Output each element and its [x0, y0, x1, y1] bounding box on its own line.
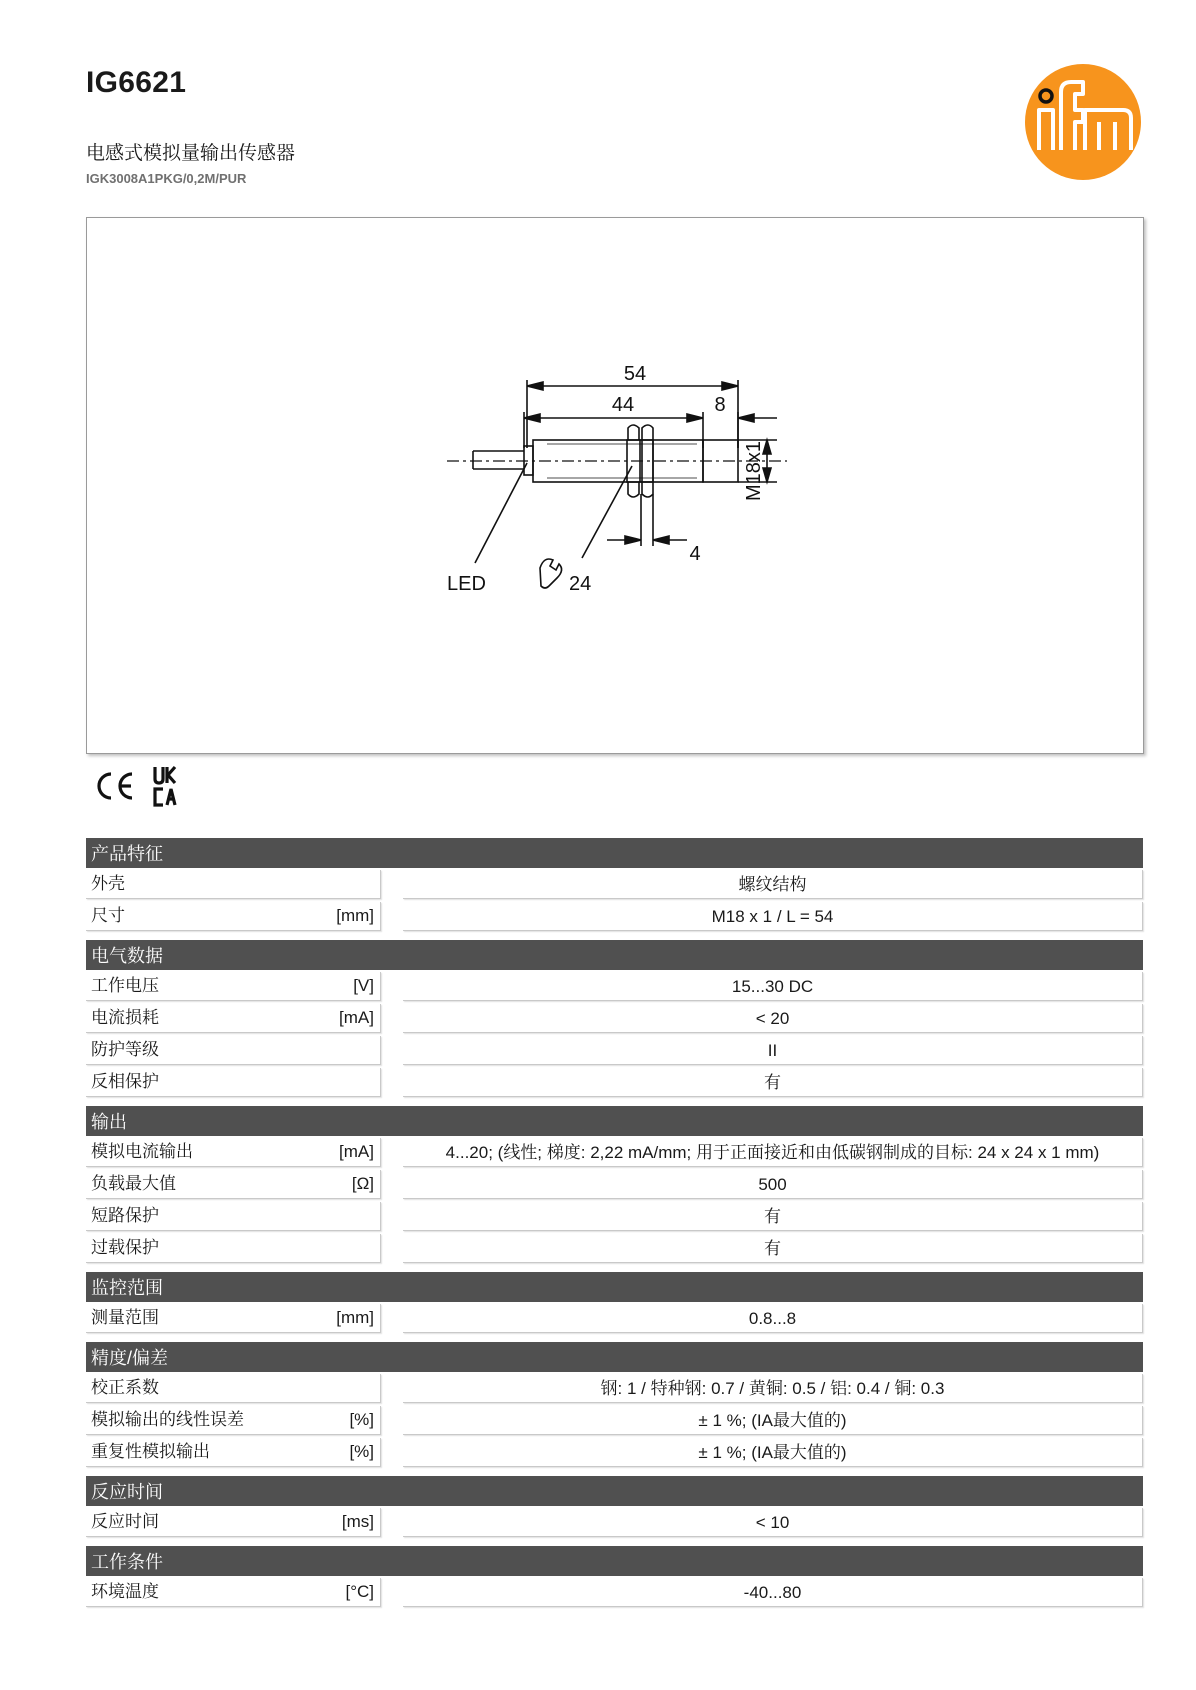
spec-unit: [V] — [353, 976, 374, 995]
spec-value: 钢: 1 / 特种钢: 0.7 / 黄铜: 0.5 / 铝: 0.4 / 铜: 0.3 — [403, 1374, 1143, 1403]
spec-unit: [mA] — [339, 1008, 374, 1027]
spec-row — [86, 972, 1143, 1002]
section-header: 反应时间 — [86, 1476, 1143, 1506]
spec-label: 外壳 — [91, 874, 125, 893]
spec-label-cell — [86, 1036, 381, 1065]
section-header: 监控范围 — [86, 1272, 1143, 1302]
spec-row — [86, 1068, 1143, 1098]
ce-mark — [99, 774, 132, 798]
product-model: IG6621 — [86, 66, 187, 99]
spec-label: 模拟输出的线性误差 — [91, 1410, 244, 1429]
spec-row — [86, 1004, 1143, 1034]
spec-unit: [°C] — [345, 1582, 374, 1601]
spec-row — [86, 1578, 1143, 1608]
ukca-mark — [155, 767, 175, 805]
spec-label: 测量范围 — [91, 1308, 159, 1327]
spec-value: 有 — [403, 1234, 1143, 1263]
spec-label-cell — [86, 972, 381, 1001]
dim-54-label: 54 — [623, 363, 647, 385]
spec-label: 电流损耗 — [91, 1008, 159, 1027]
spec-table — [86, 838, 1143, 1610]
spec-label-cell — [86, 1234, 381, 1263]
thread-label: M18x1 — [743, 440, 765, 501]
spec-label: 尺寸 — [91, 906, 125, 925]
spec-label: 反应时间 — [91, 1512, 159, 1531]
spec-row — [86, 1234, 1143, 1264]
spec-label: 过载保护 — [91, 1238, 159, 1257]
spec-unit: [mm] — [336, 1308, 374, 1327]
spec-value: 500 — [403, 1170, 1143, 1199]
spec-unit: [ms] — [341, 1512, 374, 1531]
spec-row — [86, 870, 1143, 900]
spec-label-cell — [86, 1438, 381, 1467]
spec-value: < 10 — [403, 1508, 1143, 1537]
spec-label-cell — [86, 1004, 381, 1033]
spec-value: M18 x 1 / L = 54 — [403, 902, 1143, 931]
spec-value: -40...80 — [403, 1578, 1143, 1607]
section-header: 输出 — [86, 1106, 1143, 1136]
spec-value: 有 — [403, 1202, 1143, 1231]
spec-row — [86, 1374, 1143, 1404]
spec-row — [86, 1508, 1143, 1538]
spec-row — [86, 1438, 1143, 1468]
spec-value: 有 — [403, 1068, 1143, 1097]
section-header: 工作条件 — [86, 1546, 1143, 1576]
spec-value: 4...20; (线性; 梯度: 2,22 mA/mm; 用于正面接近和由低碳钢制成的目标: 24 x 24 x 1 mm) — [403, 1138, 1143, 1167]
spec-unit: [mA] — [339, 1142, 374, 1161]
spec-label: 反相保护 — [91, 1072, 159, 1091]
spec-label-cell — [86, 902, 381, 931]
product-subtitle: 电感式模拟量输出传感器 — [86, 143, 296, 164]
spec-label-cell — [86, 1508, 381, 1537]
spec-label-cell — [86, 1304, 381, 1333]
dim-8-label: 8 — [714, 394, 726, 416]
led-label: LED — [447, 573, 486, 595]
spec-label: 短路保护 — [91, 1206, 159, 1225]
spec-label-cell — [86, 1578, 381, 1607]
certification-marks — [92, 764, 202, 808]
spec-row — [86, 902, 1143, 932]
spec-label-cell — [86, 1374, 381, 1403]
spec-label: 环境温度 — [91, 1582, 159, 1601]
spec-label-cell — [86, 1202, 381, 1231]
spec-label-cell — [86, 1138, 381, 1167]
spec-row — [86, 1202, 1143, 1232]
article-number: IGK3008A1PKG/0,2M/PUR — [86, 171, 247, 186]
spec-label: 负载最大值 — [91, 1174, 176, 1193]
spec-value: < 20 — [403, 1004, 1143, 1033]
spec-label-cell — [86, 870, 381, 899]
sensor-drawing — [87, 218, 1143, 753]
wrench-size-label: 24 — [569, 573, 592, 595]
spec-unit: [%] — [349, 1442, 374, 1461]
spec-row — [86, 1304, 1143, 1334]
spec-row — [86, 1406, 1143, 1436]
spec-label-cell — [86, 1068, 381, 1097]
ifm-logo — [1023, 62, 1143, 182]
section-header: 精度/偏差 — [86, 1342, 1143, 1372]
spec-row — [86, 1138, 1143, 1168]
spec-value: ± 1 %; (IA最大值的) — [403, 1438, 1143, 1467]
dimension-drawing — [86, 217, 1144, 754]
dim-44-label: 44 — [611, 394, 635, 416]
spec-label: 防护等级 — [91, 1040, 159, 1059]
spec-unit: [Ω] — [351, 1174, 374, 1193]
spec-label: 校正系数 — [91, 1378, 159, 1397]
spec-label-cell — [86, 1170, 381, 1199]
section-header: 电气数据 — [86, 940, 1143, 970]
spec-value: 0.8...8 — [403, 1304, 1143, 1333]
spec-label: 模拟电流输出 — [91, 1142, 193, 1161]
spec-row — [86, 1170, 1143, 1200]
spec-label: 工作电压 — [91, 976, 159, 995]
spec-value: ± 1 %; (IA最大值的) — [403, 1406, 1143, 1435]
spec-row — [86, 1036, 1143, 1066]
spec-unit: [mm] — [336, 906, 374, 925]
spec-label: 重复性模拟输出 — [91, 1442, 210, 1461]
spec-label-cell — [86, 1406, 381, 1435]
spec-unit: [%] — [349, 1410, 374, 1429]
dim-4-label: 4 — [689, 543, 701, 565]
spec-value: 螺纹结构 — [403, 870, 1143, 899]
section-header: 产品特征 — [86, 838, 1143, 868]
spec-value: II — [403, 1036, 1143, 1065]
spec-value: 15...30 DC — [403, 972, 1143, 1001]
